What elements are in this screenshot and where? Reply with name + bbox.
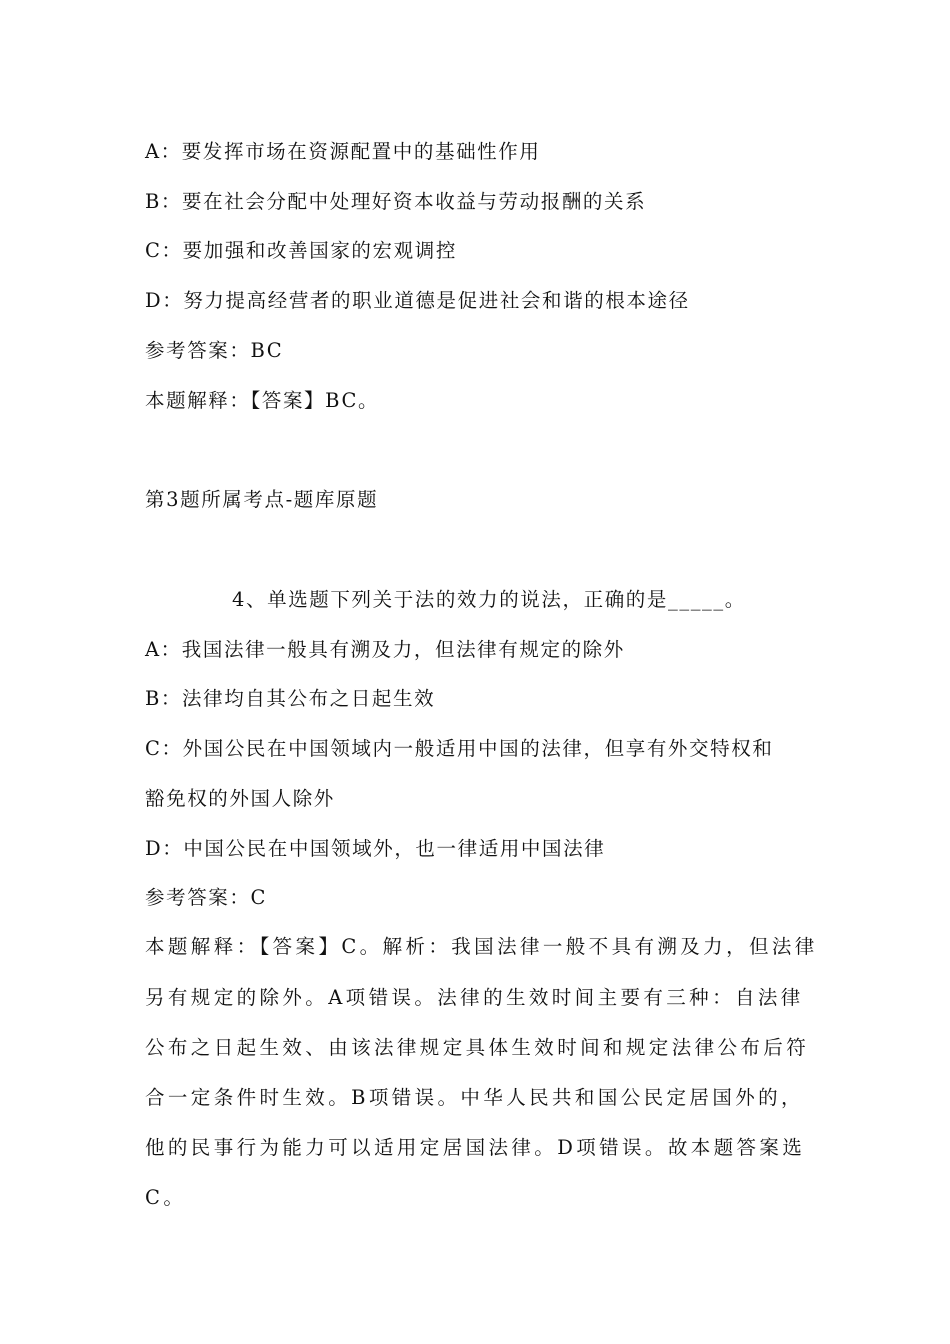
q3-source-label: 第3题所属考点-题库原题	[145, 488, 379, 511]
q4-explanation-line-6: C。	[145, 1186, 187, 1209]
q4-option-c: C：外国公民在中国领域内一般适用中国的法律，但享有外交特权和	[145, 737, 774, 760]
q4-explanation-line-4: 合一定条件时生效。B项错误。中华人民共和国公民定居国外的，	[145, 1086, 804, 1109]
q4-explanation-line-1: 本题解释：【答案】C。解析：我国法律一般不具有溯及力，但法律	[145, 935, 818, 958]
q3-option-d: D：努力提高经营者的职业道德是促进社会和谐的根本途径	[145, 289, 690, 312]
q4-explanation-line-2: 另有规定的除外。A项错误。法律的生效时间主要有三种：自法律	[145, 986, 804, 1009]
q4-answer: 参考答案：C	[145, 886, 268, 909]
q4-explanation-line-5: 他的民事行为能力可以适用定居国法律。D项错误。故本题答案选	[145, 1136, 806, 1159]
q3-option-c: C：要加强和改善国家的宏观调控	[145, 239, 457, 262]
q4-option-c-continued: 豁免权的外国人除外	[145, 787, 335, 810]
q3-option-a: A：要发挥市场在资源配置中的基础性作用	[145, 140, 541, 163]
q4-option-a: A：我国法律一般具有溯及力，但法律有规定的除外	[145, 638, 625, 661]
q4-option-d: D：中国公民在中国领域外，也一律适用中国法律	[145, 837, 606, 860]
q4-stem: 4、单选题下列关于法的效力的说法，正确的是_____。	[232, 588, 746, 611]
q3-explanation: 本题解释：【答案】BC。	[145, 389, 380, 412]
q3-answer: 参考答案：BC	[145, 339, 284, 362]
q4-explanation-line-3: 公布之日起生效、由该法律规定具体生效时间和规定法律公布后符	[145, 1036, 810, 1059]
q3-option-b: B：要在社会分配中处理好资本收益与劳动报酬的关系	[145, 190, 647, 213]
q4-option-b: B：法律均自其公布之日起生效	[145, 687, 436, 710]
